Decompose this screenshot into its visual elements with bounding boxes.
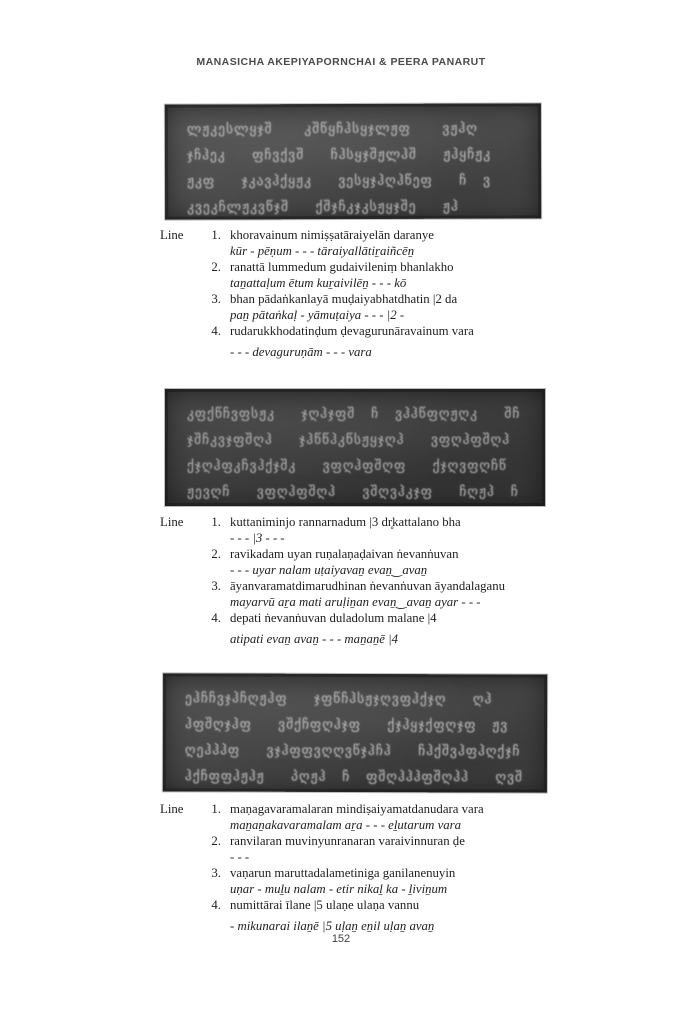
translit-entry [160,227,564,259]
translit-entry [160,865,564,897]
line-label-spacer [160,610,196,647]
main-line: maṇagavaramalaran mindiṣaiyamatdanudara vara [230,802,484,816]
inscription-glyph-rows [163,673,547,790]
line-label-spacer [160,578,196,610]
inscription-rubbing-image-3 [163,673,547,792]
transliteration-block-2 [160,514,564,647]
inscription-glyph-row: ჟკფ ჯკავჰქყჟკ ვესყჯჰღჰწეფ ჩ ვ [187,172,492,190]
inscription-glyph-row: ჯჩჰეკ ფჩვქვშ ჩჰსყჯშჟლჰშ ჟჰყჩჟკ [186,146,492,164]
inscription-glyph-row: ჰქჩფფჰჟჰჟ პღჟჰ ჩ ფშღჰჰჰფშღჰჰ ღვშ [184,768,523,786]
line-label: Line [160,515,184,529]
inscription-glyph-row: ეჰჩჩვჯჰჩღჟჰფ ჯფწჩჰსჟჯღვფჰქჯღ ღჰ [185,690,493,708]
sub-line: taṉattaḷum ētum kuṟaivilēṉ - - - kō [230,276,407,290]
translit-entry [160,578,564,610]
sub-line: - - - uyar nalam uṭaiyavaṉ evaṉ‿avaṉ [230,563,428,577]
translit-entry [160,259,564,291]
line-number: 2. [211,547,221,561]
inscription-glyph-row: კვეკჩლჟკვწჯშ ქშჯჩკჯკსჟყჯშე ჟჰ [187,198,459,216]
inscription-rubbing-image-2 [165,389,545,506]
translit-entry [160,291,564,323]
main-line: khoravainum nimiṣṣatāraiyelān daranye [230,228,434,242]
page-number: 152 [331,933,351,945]
entry-text [230,801,564,833]
line-label-spacer [160,323,196,360]
entry-text [230,865,564,897]
inscription-glyph-row: ჯშჩკვჯფშღჰ ჯჰწწჰკწსჟყჯღჰ ვფღჰფშღჰ [187,432,511,448]
inscription-glyph-row: ლჟკესლყჯშ კშწყჩჰსყჯლჟფ ვჟჰღ [186,120,478,138]
line-number: 4. [211,611,221,625]
transliteration-block-3 [160,801,564,934]
sub-line: mayarvū aṟa mati aruḷiṉan evaṉ‿avaṉ ayar - - - [230,595,481,609]
inscription-rubbing-image-1 [165,103,541,219]
line-number: 3. [211,579,221,593]
sub-line: - mikunarai ilaṉē |5 uḷaṉ eṉil uḷaṉ avaṉ [230,919,435,933]
entry-text [230,259,564,291]
line-number: 3. [211,866,221,880]
sub-line: paṉ pātaṅkaḷ - yāmuṭaiya - - - |2 - [230,308,405,322]
line-label-spacer [160,291,196,323]
main-line: numittārai īlane |5 ulaṇe ulaṇa vannu [230,898,420,912]
translit-entry [160,514,564,546]
sub-line: - - - devaguruṇām - - - vara [230,345,372,359]
main-line: āyanvaramatdimarudhinan ṅevanṅuvan āyandalaganu [230,579,506,593]
main-line: ranattā lummedum gudaivileniṃ bhanlakho [230,260,454,274]
line-number: 1. [211,515,221,529]
entry-text [230,291,564,323]
transliteration-block-1 [160,227,564,360]
translit-entry [160,546,564,578]
entry-text [230,227,564,259]
inscription-glyph-rows [165,103,541,219]
entry-text [230,833,564,865]
entry-text [230,610,564,647]
sub-line: kūr - pēṇum - - - tāraiyallātiṟaiñcēṉ [230,244,415,258]
sub-line: - - - [230,850,250,864]
line-label-spacer [160,865,196,897]
sub-line: uṇar - muḻu nalam - etir nikaḻ ka - ḻiviṉum [230,882,448,896]
translit-entry [160,833,564,865]
inscription-glyph-row: ღეჰჰჰფ ვჯჰფფვღღვწჯჰჩჰ ჩჰქშვჰფჰღქჯჩ [184,742,521,760]
entry-text [230,578,564,610]
line-label-spacer [160,259,196,291]
entry-text [230,897,564,934]
inscription-glyph-row: ქჯღჰფკჩვჰქჯშკ ვფღჰფშღფ ქჯღვფღჩწ [187,458,508,474]
main-line: ranvilaran muvinyunranaran varaivinnuran ḍe [230,834,465,848]
main-line: kuttaniminjo rannarnadum |3 dr̥kattalano bha [230,515,461,529]
main-line: vaṇarun maruttadalametiniga ganilanenuyin [230,866,456,880]
line-label-spacer [160,546,196,578]
translit-entry [160,897,564,934]
line-number: 2. [211,260,221,274]
line-number: 2. [211,834,221,848]
line-number: 3. [211,292,221,306]
main-line: bhan pādaṅkanlayā muḍaiyabhatdhatin |2 da [230,292,458,306]
line-label-spacer [160,833,196,865]
translit-entry [160,801,564,833]
translit-entry [160,323,564,360]
main-line: rudarukkhodatinḍum ḍevagurunāravainum vara [230,324,474,338]
running-head-authors: MANASICHA AKEPIYAPORNCHAI & PEERA PANARUT [196,56,486,68]
sub-line: maṉaṉakavaramalam aṟa - - - eḻutarum vara [230,818,462,832]
sub-line: - - - |3 - - - [230,531,285,545]
entry-text [230,546,564,578]
line-number: 1. [211,802,221,816]
translit-entry [160,610,564,647]
inscription-glyph-row: კფქწჩვფსჟკ ჯღჰჯფშ ჩ ვჰჰწფღჟღკ შჩ [187,406,521,422]
main-line: ravikadam uyan ruṇalaṇaḍaivan ṅevanṅuvan [230,547,459,561]
entry-text [230,323,564,360]
main-line: depati ṅevanṅuvan duladolum malane |4 [230,611,437,625]
inscription-glyph-row: ჟევღჩ ვფღჰფშღჰ ვშღვჰკჯფ ჩღჟჰ ჩ [187,484,519,500]
line-number: 4. [211,324,221,338]
sub-line: atipati evaṉ avaṉ - - - maṉaṉē |4 [230,632,399,646]
inscription-glyph-rows [165,389,545,505]
line-label: Line [160,228,184,242]
line-label-spacer [160,897,196,934]
line-number: 1. [211,228,221,242]
line-label: Line [160,802,184,816]
entry-text [230,514,564,546]
inscription-glyph-row: ჰფშღჯჰფ ვშქჩფღჰჯფ ქჯჰყჯქფღჯფ ჟვ [185,716,509,734]
line-number: 4. [211,898,221,912]
